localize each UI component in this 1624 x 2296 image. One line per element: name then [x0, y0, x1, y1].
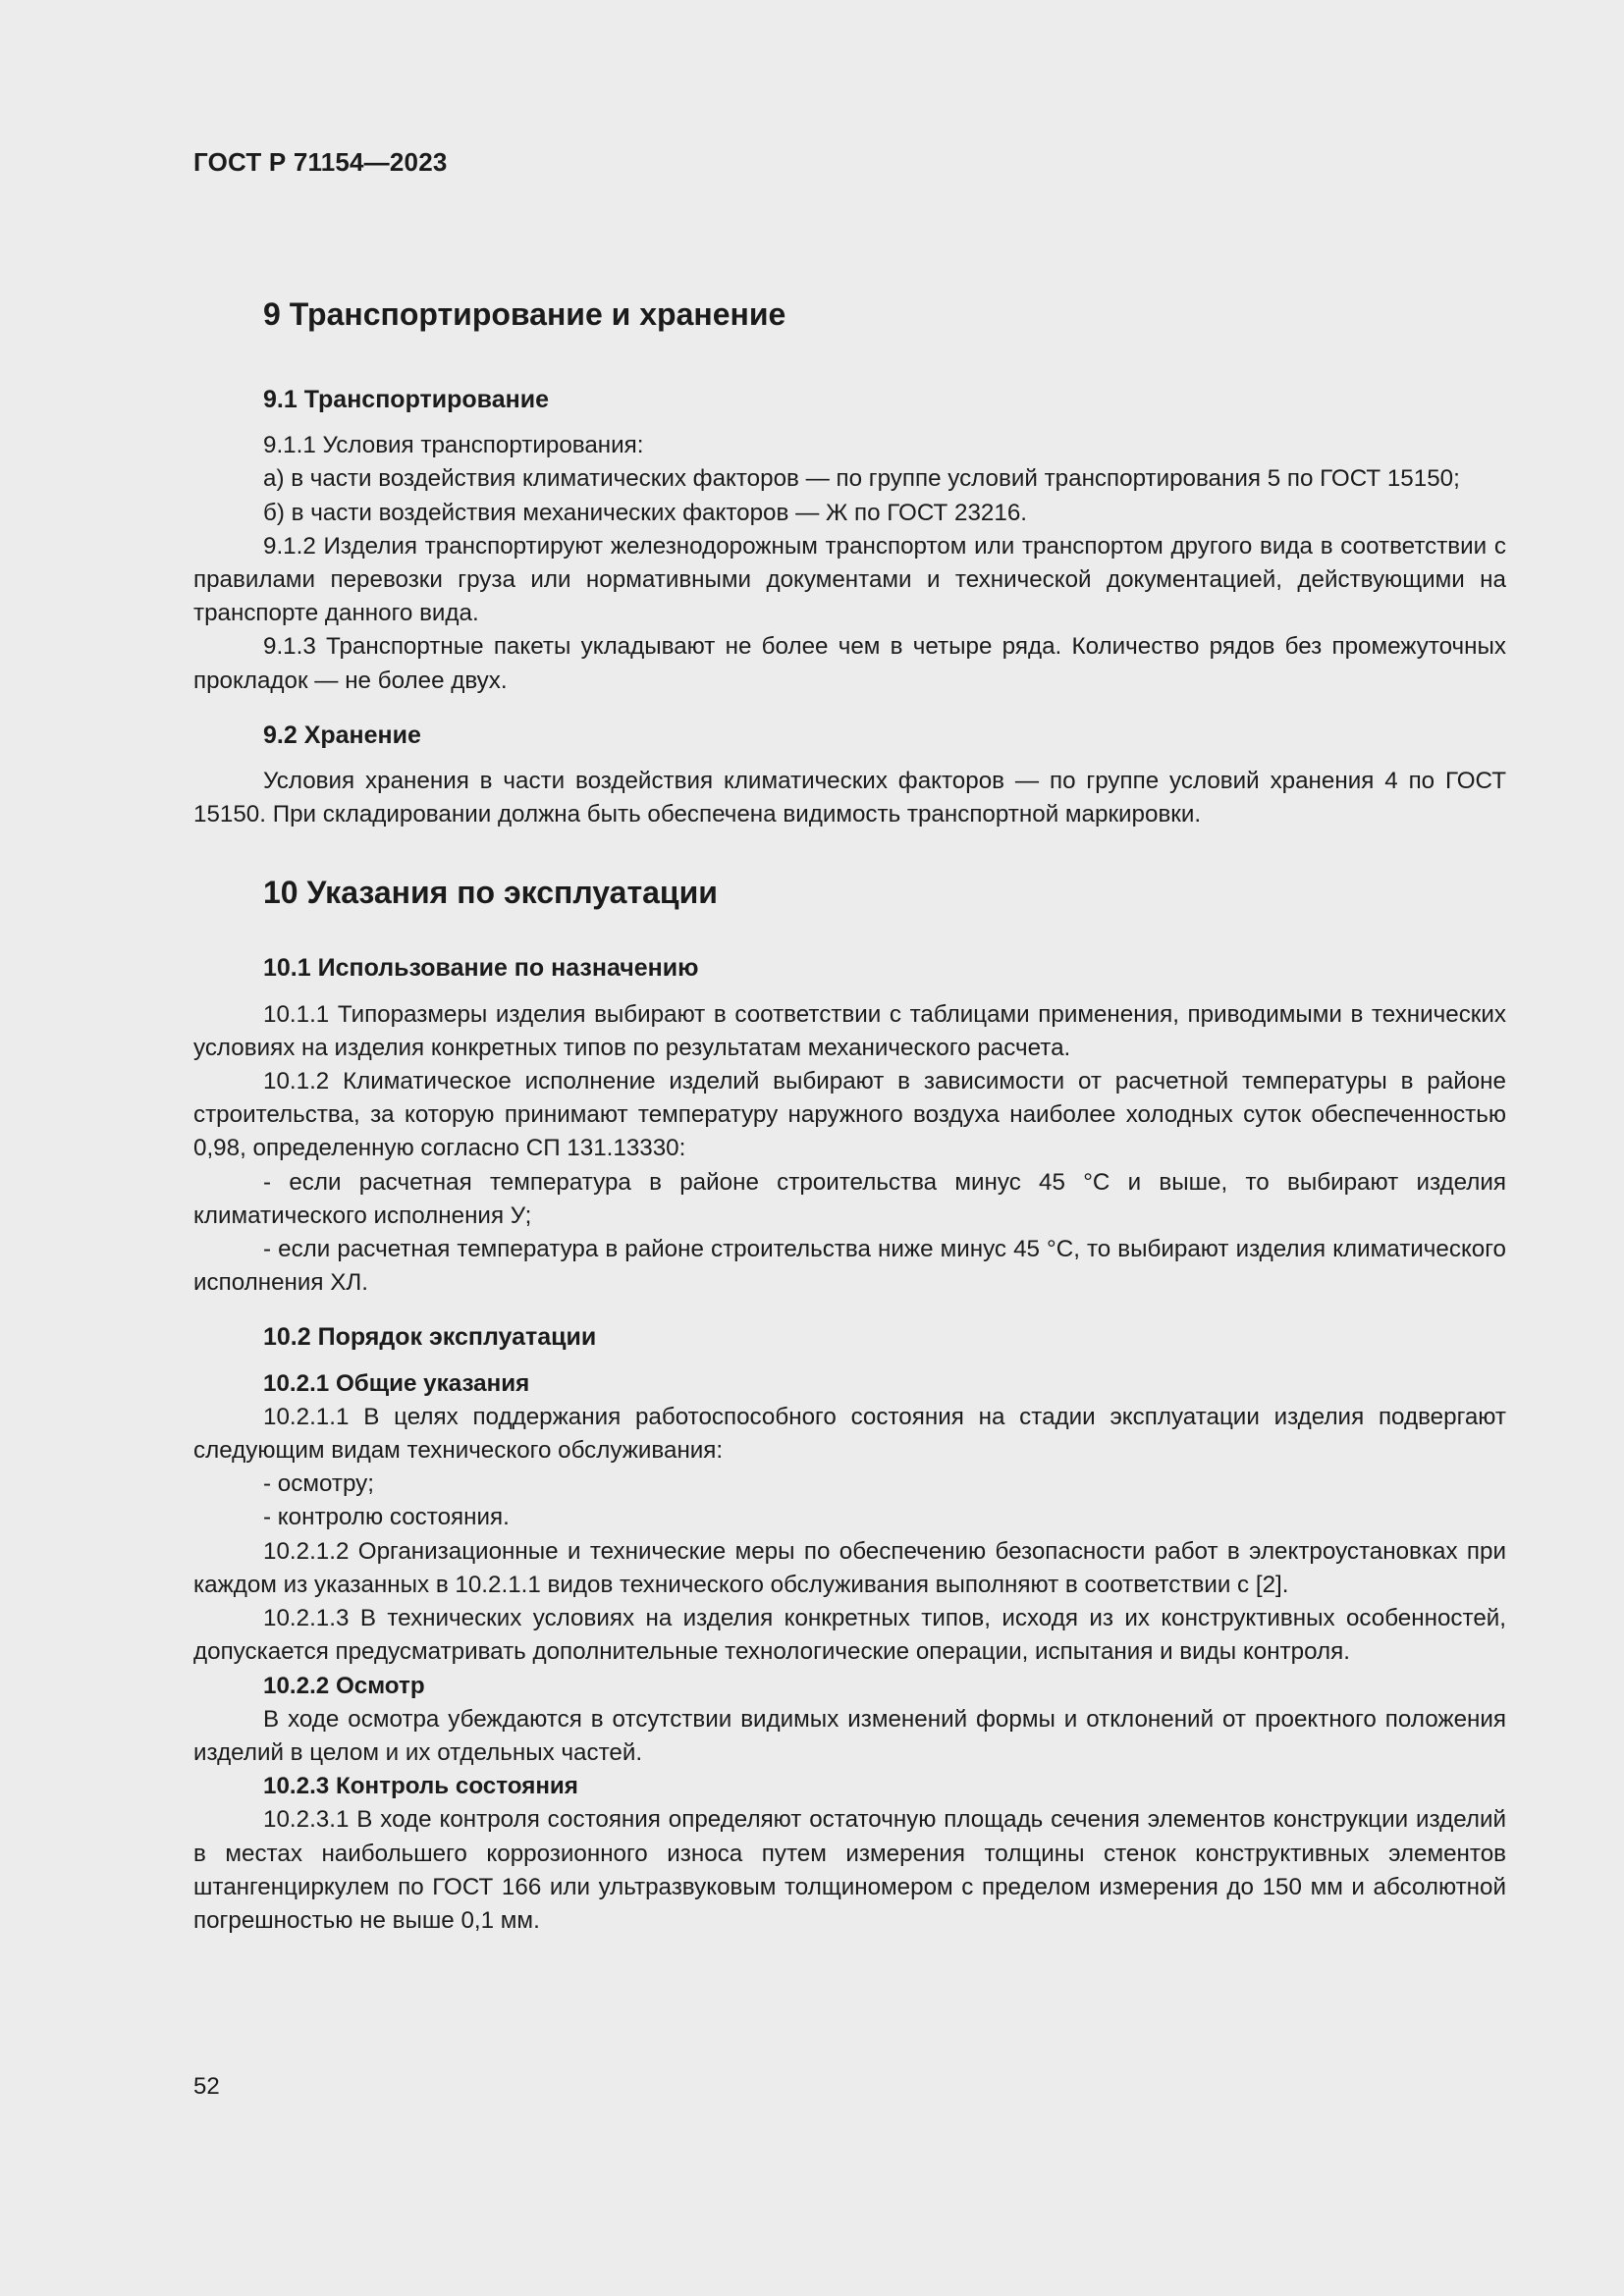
paragraph-9-2: Условия хранения в части воздействия климатических факторов — по группе условий хранения 4 по ГОСТ 15150. При складировании должна быть обеспечена видимость транспортной маркировки.	[193, 768, 1506, 828]
paragraph-9-1-1: 9.1.1 Условия транспортирования:	[263, 432, 644, 459]
section-10-title: 10 Указания по эксплуатации	[263, 875, 718, 911]
paragraph-10-2-3-1: 10.2.3.1 В ходе контроля состояния определяют остаточную площадь сечения элементов конструкции изделий в местах наибольшего коррозионного износа путем измерения толщины стенок конструктивных элементов штангенциркулем по ГОСТ 166 или ультразвуковым толщиномером с пределом измерения до 150 мм и абсолютной погрешностью не выше 0,1 мм.	[193, 1806, 1506, 1934]
paragraph-10-1-2: 10.1.2 Климатическое исполнение изделий выбирают в зависимости от расчетной температуры в районе строительства, за которую принимают температуру наружного воздуха наиболее холодных суток обеспеченностью 0,98, определенную согласно СП 131.13330:	[193, 1068, 1506, 1162]
subsection-10-1-title: 10.1 Использование по назначению	[263, 954, 699, 983]
subsection-9-1-title: 9.1 Транспортирование	[263, 386, 549, 413]
list-item: - если расчетная температура в районе строительства ниже минус 45 °С, то выбирают изделия климатического исполнения ХЛ.	[193, 1236, 1506, 1297]
paragraph-9-1-1-b: б) в части воздействия механических факторов — Ж по ГОСТ 23216.	[263, 499, 1028, 526]
paragraph-10-2-1-2: 10.2.1.2 Организационные и технические меры по обеспечению безопасности работ в электроустановках при каждом из указанных в 10.2.1.1 видов технического обслуживания выполняют в соответствии с [2].	[193, 1537, 1506, 1598]
section-9-title: 9 Транспортирование и хранение	[263, 296, 786, 332]
paragraph-9-1-3: 9.1.3 Транспортные пакеты укладывают не более чем в четыре ряда. Количество рядов без промежуточных прокладок — не более двух.	[193, 633, 1506, 694]
subsection-10-2-3-title: 10.2.3 Контроль состояния	[263, 1773, 578, 1800]
subsection-9-2-title: 9.2 Хранение	[263, 721, 421, 749]
list-item: - если расчетная температура в районе строительства минус 45 °С и выше, то выбирают изделия климатического исполнения У;	[193, 1168, 1506, 1229]
list-item: - осмотру;	[263, 1470, 374, 1498]
paragraph-9-1-2: 9.1.2 Изделия транспортируют железнодорожным транспортом или транспортом другого вида в соответствии с правилами перевозки груза или нормативными документами и технической документацией, действующими на транспорте данного вида.	[193, 532, 1506, 627]
paragraph-10-2-1-1: 10.2.1.1 В целях поддержания работоспособного состояния на стадии эксплуатации изделия подвергают следующим видам технического обслуживания:	[193, 1403, 1506, 1465]
document-code: ГОСТ Р 71154—2023	[193, 147, 448, 177]
paragraph-10-2-1-3: 10.2.1.3 В технических условиях на изделия конкретных типов, исходя из их конструктивных особенностей, допускается предусматривать дополнительные технологические операции, испытания и виды контроля.	[193, 1605, 1506, 1666]
subsection-10-2-2-title: 10.2.2 Осмотр	[263, 1672, 425, 1699]
subsection-10-2-1-title: 10.2.1 Общие указания	[263, 1369, 530, 1397]
paragraph-10-1-1: 10.1.1 Типоразмеры изделия выбирают в соответствии с таблицами применения, приводимыми в технических условиях на изделия конкретных типов по результатам механического расчета.	[193, 1000, 1506, 1061]
paragraph-10-2-2: В ходе осмотра убеждаются в отсутствии видимых изменений формы и отклонений от проектного положения изделий в целом и их отдельных частей.	[193, 1705, 1506, 1766]
list-item: - контролю состояния.	[263, 1504, 510, 1531]
subsection-10-2-title: 10.2 Порядок эксплуатации	[263, 1323, 597, 1352]
page-number: 52	[193, 2073, 220, 2100]
page-content	[193, 294, 1506, 1938]
paragraph-9-1-1-a: а) в части воздействия климатических факторов — по группе условий транспортирования 5 по ГОСТ 15150;	[263, 465, 1460, 493]
